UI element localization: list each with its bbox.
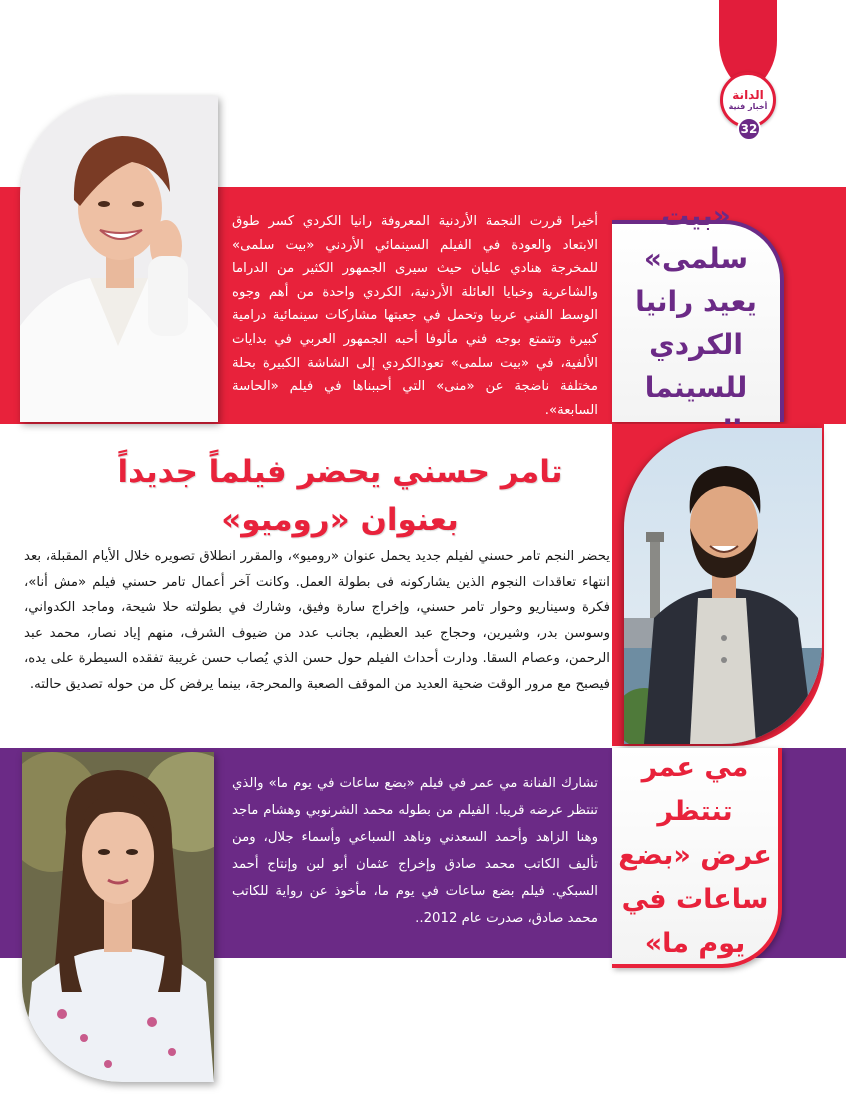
article3-photo xyxy=(22,752,214,1082)
section-label: أخبار فنية xyxy=(728,101,768,111)
article1-title-box xyxy=(612,199,784,422)
man-portrait-photo-icon xyxy=(624,428,822,744)
woman-long-hair-photo-icon xyxy=(22,752,214,1082)
article2-photo xyxy=(624,428,822,744)
page-number: 32 xyxy=(737,117,761,141)
article1-photo xyxy=(20,96,218,422)
article1-title: «بيت سلمى» يعيد رانيا الكردي للسينما xyxy=(635,199,757,404)
woman-portrait-photo-icon xyxy=(20,96,218,422)
article1-body: أخيرا قررت النجمة الأردنية المعروفة رانيا الكردي كسر طوق الابتعاد والعودة في الفيلم السينمائي الأردني «بيت سلمى» للمخرجة هنادي عليان حيث سيرى الجمهور الكثير من الدراما والشاعرية وخبايا العائلة الأردنية، الكردي واحدة من أهم وجوه الوسط الفني عربيا وتحمل في جعبتها مشاركات سينمائية درامية كبيرة وتتمتع بوجه فني مألوفا أحبه الجمهور العربي في بدايات الألفية، في «بيت سلمى» تعودالكردي إلى الشاشة الكبيرة بحلة مختلفة ناضجة عن «منى» التي أحببناها في فيلم «الحاسة السابعة». xyxy=(232,214,598,418)
magazine-logo: الدانة xyxy=(732,87,764,102)
article2-body: يحضر النجم تامر حسني لفيلم جديد يحمل عنوان «روميو»، والمقرر انطلاق تصويره خلال الأيام المقبلة، بعد انتهاء تعاقدات النجوم الذين يشاركونه فى بطولة العمل. وكانت آخر أعمال تامر حسني فيلم «مش أنا»، فكرة وسيناريو وحوار تامر حسني، وإخراج سارة وفيق، وشارك في بطولته حلا شيحة، وماجد الكدواني، وسوسن بدر، وشيرين، وحجاج عبد العظيم، بجانب عدد من ضيوف الشرف، منهم إياد نصار، محمد عبد الرحمن، وعصام السقا. ودارت أحداث الفيلم حول حسن الذي يُصاب حسن غريبة تفقده السيطرة على يده، فيصبح مع مرور الوقت ضحية العديد من الموقف الصعبة والمحرجة، بينما يرفض كل من حوله تصديق حالته. xyxy=(24,549,610,692)
article3-title: مي عمر تنتظر عرض «بضع ساعات في يوم ما» xyxy=(618,752,772,959)
article3-title-box xyxy=(612,748,782,968)
article2-title: تامر حسني يحضر فيلماً جديداً بعنوان «روميو» xyxy=(117,454,563,538)
article3-body: تشارك الفنانة مي عمر في فيلم «بضع ساعات في يوم ما» والذي تنتظر عرضه قريبا. الفيلم من بطوله محمد الشرنوبي وهشام ماجد وهنا الزاهد وأحمد السعدني وناهد السباعي وأسماء جلال، ومن تأليف الكاتب محمد صادق وإخراج عثمان أبو لبن وإنتاج أحمد السبكي. فيلم بضع ساعات في يوم ما، مأخوذ عن رواية للكاتب محمد صادق، صدرت عام 2012.. xyxy=(232,776,598,926)
